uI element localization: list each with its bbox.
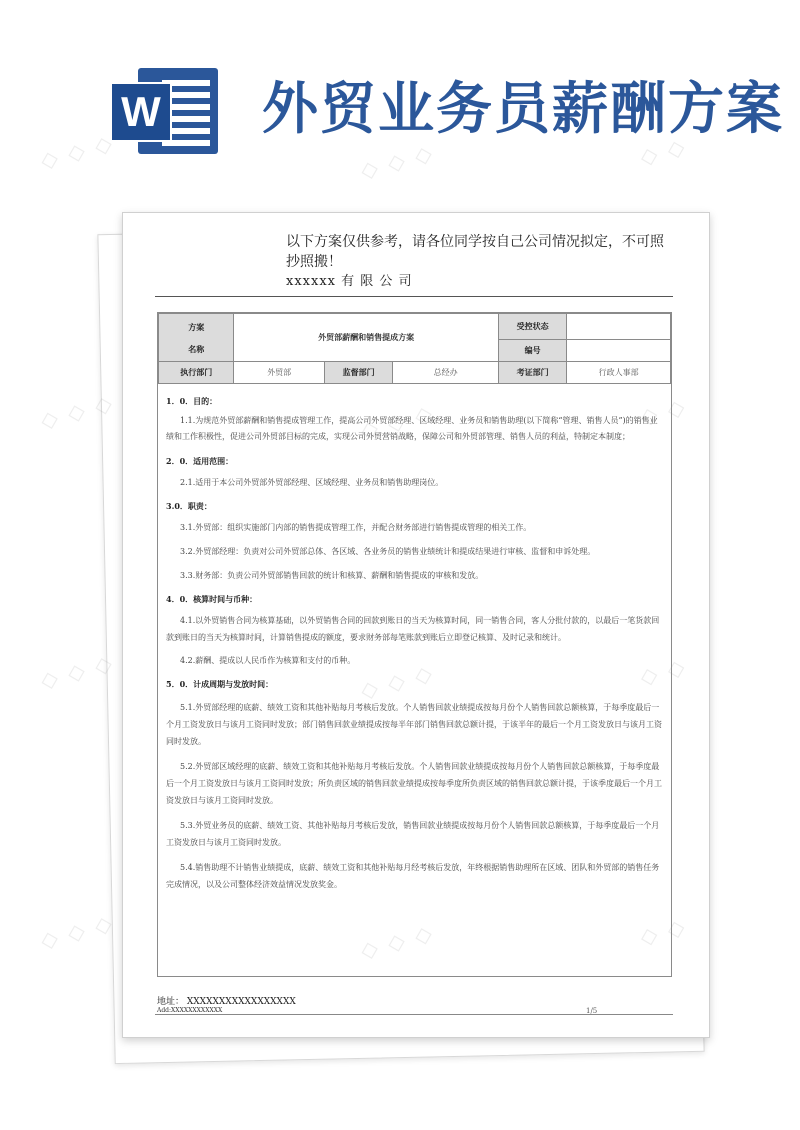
section-5-3: 5.3.外贸业务员的底薪、绩效工资、其他补贴每月考核后发放，销售回款业绩提成按每月份个人销售回款总额核算，于每季度最后一个月工资发放日与该月工资同时发放。 <box>166 821 660 847</box>
company-name: xxxxxx 有 限 公 司 <box>286 274 413 289</box>
word-logo-icon <box>110 68 218 154</box>
intro-note: 以下方案仅供参考，请各位同学按自己公司情况拟定，不可照抄照搬！ <box>286 234 664 270</box>
section-4-2: 4.2.薪酬、提成以人民币作为核算和支付的币种。 <box>180 656 356 665</box>
verify-dept-label: 考证部门 <box>498 362 566 384</box>
control-status-label: 受控状态 <box>498 314 566 340</box>
number-value <box>567 340 671 362</box>
watermark-mark: ◇ ◇ <box>637 134 690 171</box>
section-3-title: 3.0．职责： <box>166 501 212 511</box>
section-3-1: 3.1.外贸部：组织实施部门内部的销售提成管理工作，并配合财务部进行销售提成管理的相关工作。 <box>180 523 532 532</box>
document-content-box <box>157 312 672 977</box>
section-5-2: 5.2.外贸部区域经理的底薪、绩效工资和其他补贴每月考核后发放。个人销售回款业绩提成按每月份个人销售回款总额核算，于每季度最后一个月工资发放日与该月工资同时发放；所负责区域的销售回款业绩提成按每季度所负责区域的销售回款总额计提，于该季度最后一个月工资发放日与该月工资同时发放。 <box>166 762 662 805</box>
exec-dept-value: 外贸部 <box>234 362 325 384</box>
section-4-1: 4.1.以外贸销售合同为核算基础，以外贸销售合同的回款到账日的当天为核算时间，同一销售合同，客人分批付款的，以最后一笔货款回款到账日的当天为核算时间，计算销售提成的额度，要求财务部每笔账款到账后立即登记核算、及时记录和统计。 <box>166 616 660 642</box>
section-2-1: 2.1.适用于本公司外贸部外贸部经理、区域经理、业务员和销售助理岗位。 <box>180 478 444 487</box>
section-5-4: 5.4.销售助理不计销售业绩提成，底薪、绩效工资和其他补贴每月经考核后发放，年终根据销售助理所在区域、团队和外贸部的销售任务完成情况，以及公司整体经济效益情况发放奖金。 <box>166 863 660 889</box>
supervise-dept-label: 监督部门 <box>324 362 392 384</box>
supervise-dept-value: 总经办 <box>393 362 499 384</box>
section-3-2: 3.2.外贸部经理：负责对公司外贸部总体、各区域、各业务员的销售业绩统计和提成结果进行审核、监督和申诉处理。 <box>180 547 596 556</box>
section-1-title: 1．0．目的： <box>166 396 218 406</box>
watermark-mark: ◇ ◇ ◇ <box>38 390 117 435</box>
document-body <box>158 384 671 893</box>
verify-dept-value: 行政人事部 <box>567 362 671 384</box>
exec-dept-label: 执行部门 <box>159 362 234 384</box>
footer-address: 地址： XXXXXXXXXXXXXXXXX <box>157 997 296 1007</box>
page-number: 1/5 <box>586 1007 598 1015</box>
number-label: 编号 <box>498 340 566 362</box>
scheme-header-table <box>158 313 671 384</box>
section-2-title: 2．0．适用范围： <box>166 456 234 466</box>
scheme-label-line2: 名称 <box>188 343 205 354</box>
control-status-value <box>567 314 671 340</box>
scheme-label-line1: 方案 <box>188 321 205 332</box>
watermark-mark: ◇ ◇ ◇ <box>38 130 117 175</box>
section-4-title: 4．0．核算时间与币种： <box>166 594 258 604</box>
section-1-1: 1.1.为规范外贸部薪酬和销售提成管理工作，提高公司外贸部经理、区域经理、业务员和销售助理(以下简称“管理、销售人员”)的销售业绩和工作积极性，促进公司外贸部目标的完成，实现公司外贸营销战略，保障公司和外贸部管理、销售人员的利益，特制定本制度； <box>166 416 658 441</box>
scheme-label-cell <box>159 314 234 362</box>
scheme-name-cell: 外贸部薪酬和销售提成方案 <box>234 314 499 362</box>
watermark-mark: ◇ ◇ ◇ <box>38 910 117 955</box>
section-5-1: 5.1.外贸部经理的底薪、绩效工资和其他补贴每月考核后发放。个人销售回款业绩提成按每月份个人销售回款总额核算，于每季度最后一个月工资发放日与该月工资同时发放；部门销售回款业绩提成按每半年部门销售回款总额计提，于该半年的最后一个月工资发放日与该月工资同时发放。 <box>166 703 662 746</box>
watermark-mark: ◇ ◇ ◇ <box>358 140 437 185</box>
page-title: 外贸业务员薪酬方案 <box>262 77 784 142</box>
section-5-title: 5．0．计成周期与发放时间： <box>166 679 274 689</box>
footer-address-en: Add:XXXXXXXXXXXX <box>157 1007 223 1014</box>
header-divider <box>155 296 673 297</box>
section-3-3: 3.3.财务部：负责公司外贸部销售回款的统计和核算、薪酬和销售提成的审核和发放。 <box>180 571 484 580</box>
watermark-mark: ◇ ◇ ◇ <box>38 650 117 695</box>
word-logo-letter: W <box>110 82 172 142</box>
